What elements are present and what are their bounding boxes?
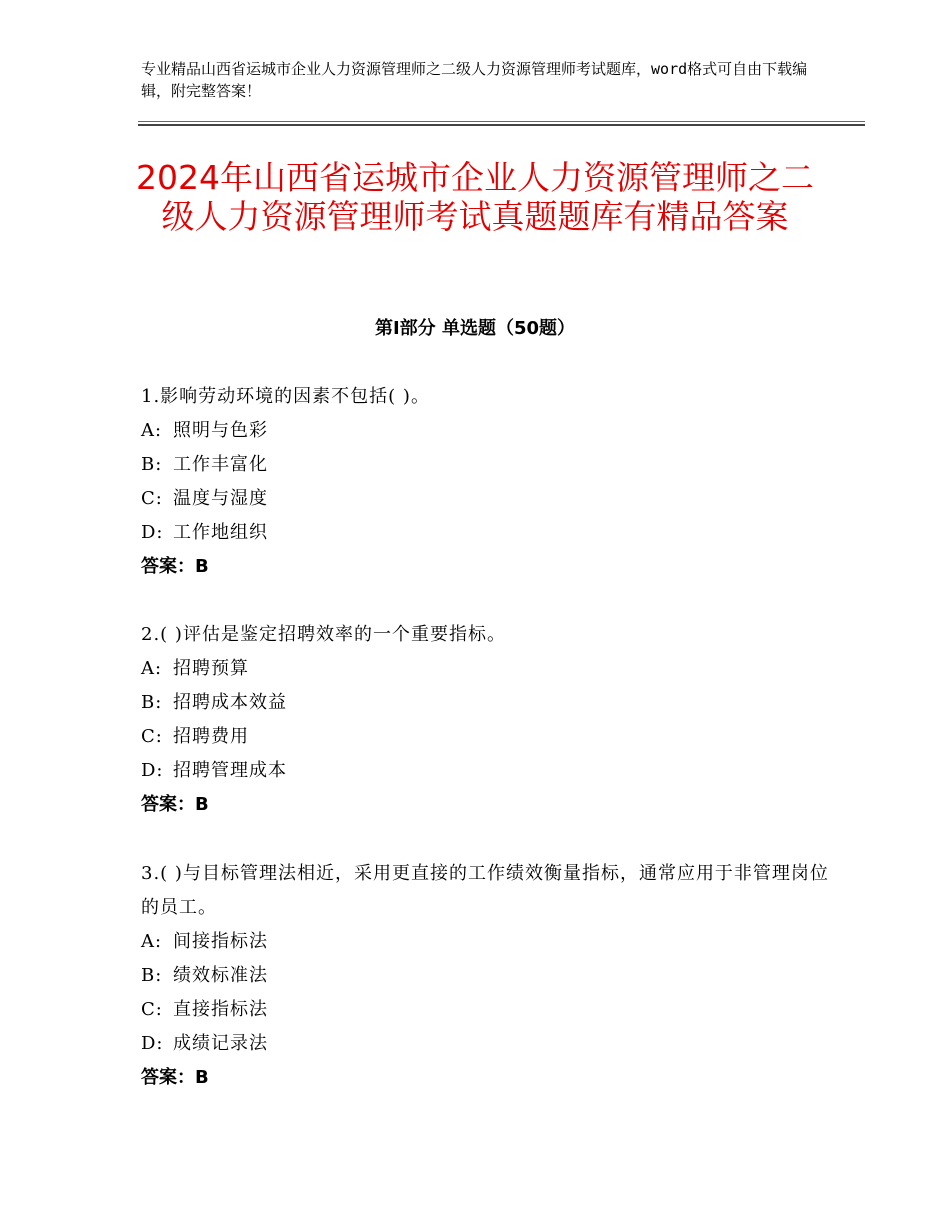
- option-letter: D:: [141, 522, 164, 543]
- option-d: [141, 1027, 831, 1061]
- option-letter: A:: [141, 931, 163, 952]
- header-note: 专业精品山西省运城市企业人力资源管理师之二级人力资源管理师考试题库，word格式可自由下载编辑，附完整答案！: [141, 60, 808, 100]
- option-b: [141, 686, 831, 720]
- option-text: 温度与湿度: [173, 488, 268, 509]
- question-2: [141, 618, 831, 822]
- option-text: 成绩记录法: [173, 1033, 268, 1054]
- option-text: 直接指标法: [173, 999, 268, 1020]
- option-letter: C:: [141, 726, 163, 747]
- option-a: [141, 925, 831, 959]
- header-divider-thin: [138, 121, 865, 122]
- option-text: 照明与色彩: [173, 420, 268, 441]
- option-text: 招聘管理成本: [173, 760, 287, 781]
- option-letter: A:: [141, 420, 163, 441]
- option-text: 招聘成本效益: [173, 692, 287, 713]
- option-text: 工作丰富化: [173, 454, 268, 475]
- option-b: [141, 448, 831, 482]
- option-letter: A:: [141, 658, 163, 679]
- question-stem: 2.( )评估是鉴定招聘效率的一个重要指标。: [141, 624, 506, 645]
- option-letter: C:: [141, 999, 163, 1020]
- option-c: [141, 993, 831, 1027]
- option-a: [141, 414, 831, 448]
- document-title: 2024年山西省运城市企业人力资源管理师之二级人力资源管理师考试真题题库有精品答案: [136, 158, 814, 236]
- question-3: [141, 857, 831, 1095]
- option-d: [141, 754, 831, 788]
- option-text: 间接指标法: [173, 931, 268, 952]
- option-text: 招聘费用: [173, 726, 249, 747]
- option-letter: D:: [141, 1033, 164, 1054]
- option-text: 绩效标准法: [173, 965, 268, 986]
- option-text: 招聘预算: [173, 658, 249, 679]
- option-letter: C:: [141, 488, 163, 509]
- option-b: [141, 959, 831, 993]
- option-letter: D:: [141, 760, 164, 781]
- question-stem: 1.影响劳动环境的因素不包括( )。: [141, 386, 430, 407]
- option-text: 工作地组织: [173, 522, 268, 543]
- option-c: [141, 482, 831, 516]
- section-heading: 第Ⅰ部分 单选题（50题）: [374, 318, 575, 339]
- option-letter: B:: [141, 454, 163, 475]
- answer-line: 答案：B: [141, 1067, 209, 1088]
- option-letter: B:: [141, 965, 163, 986]
- option-letter: B:: [141, 692, 163, 713]
- question-stem: 3.( )与目标管理法相近，采用更直接的工作绩效衡量指标，通常应用于非管理岗位的员工。: [141, 863, 829, 918]
- header-divider-thick: [138, 124, 865, 126]
- option-d: [141, 516, 831, 550]
- option-a: [141, 652, 831, 686]
- answer-line: 答案：B: [141, 556, 209, 577]
- answer-line: 答案：B: [141, 794, 209, 815]
- question-1: [141, 380, 831, 584]
- option-c: [141, 720, 831, 754]
